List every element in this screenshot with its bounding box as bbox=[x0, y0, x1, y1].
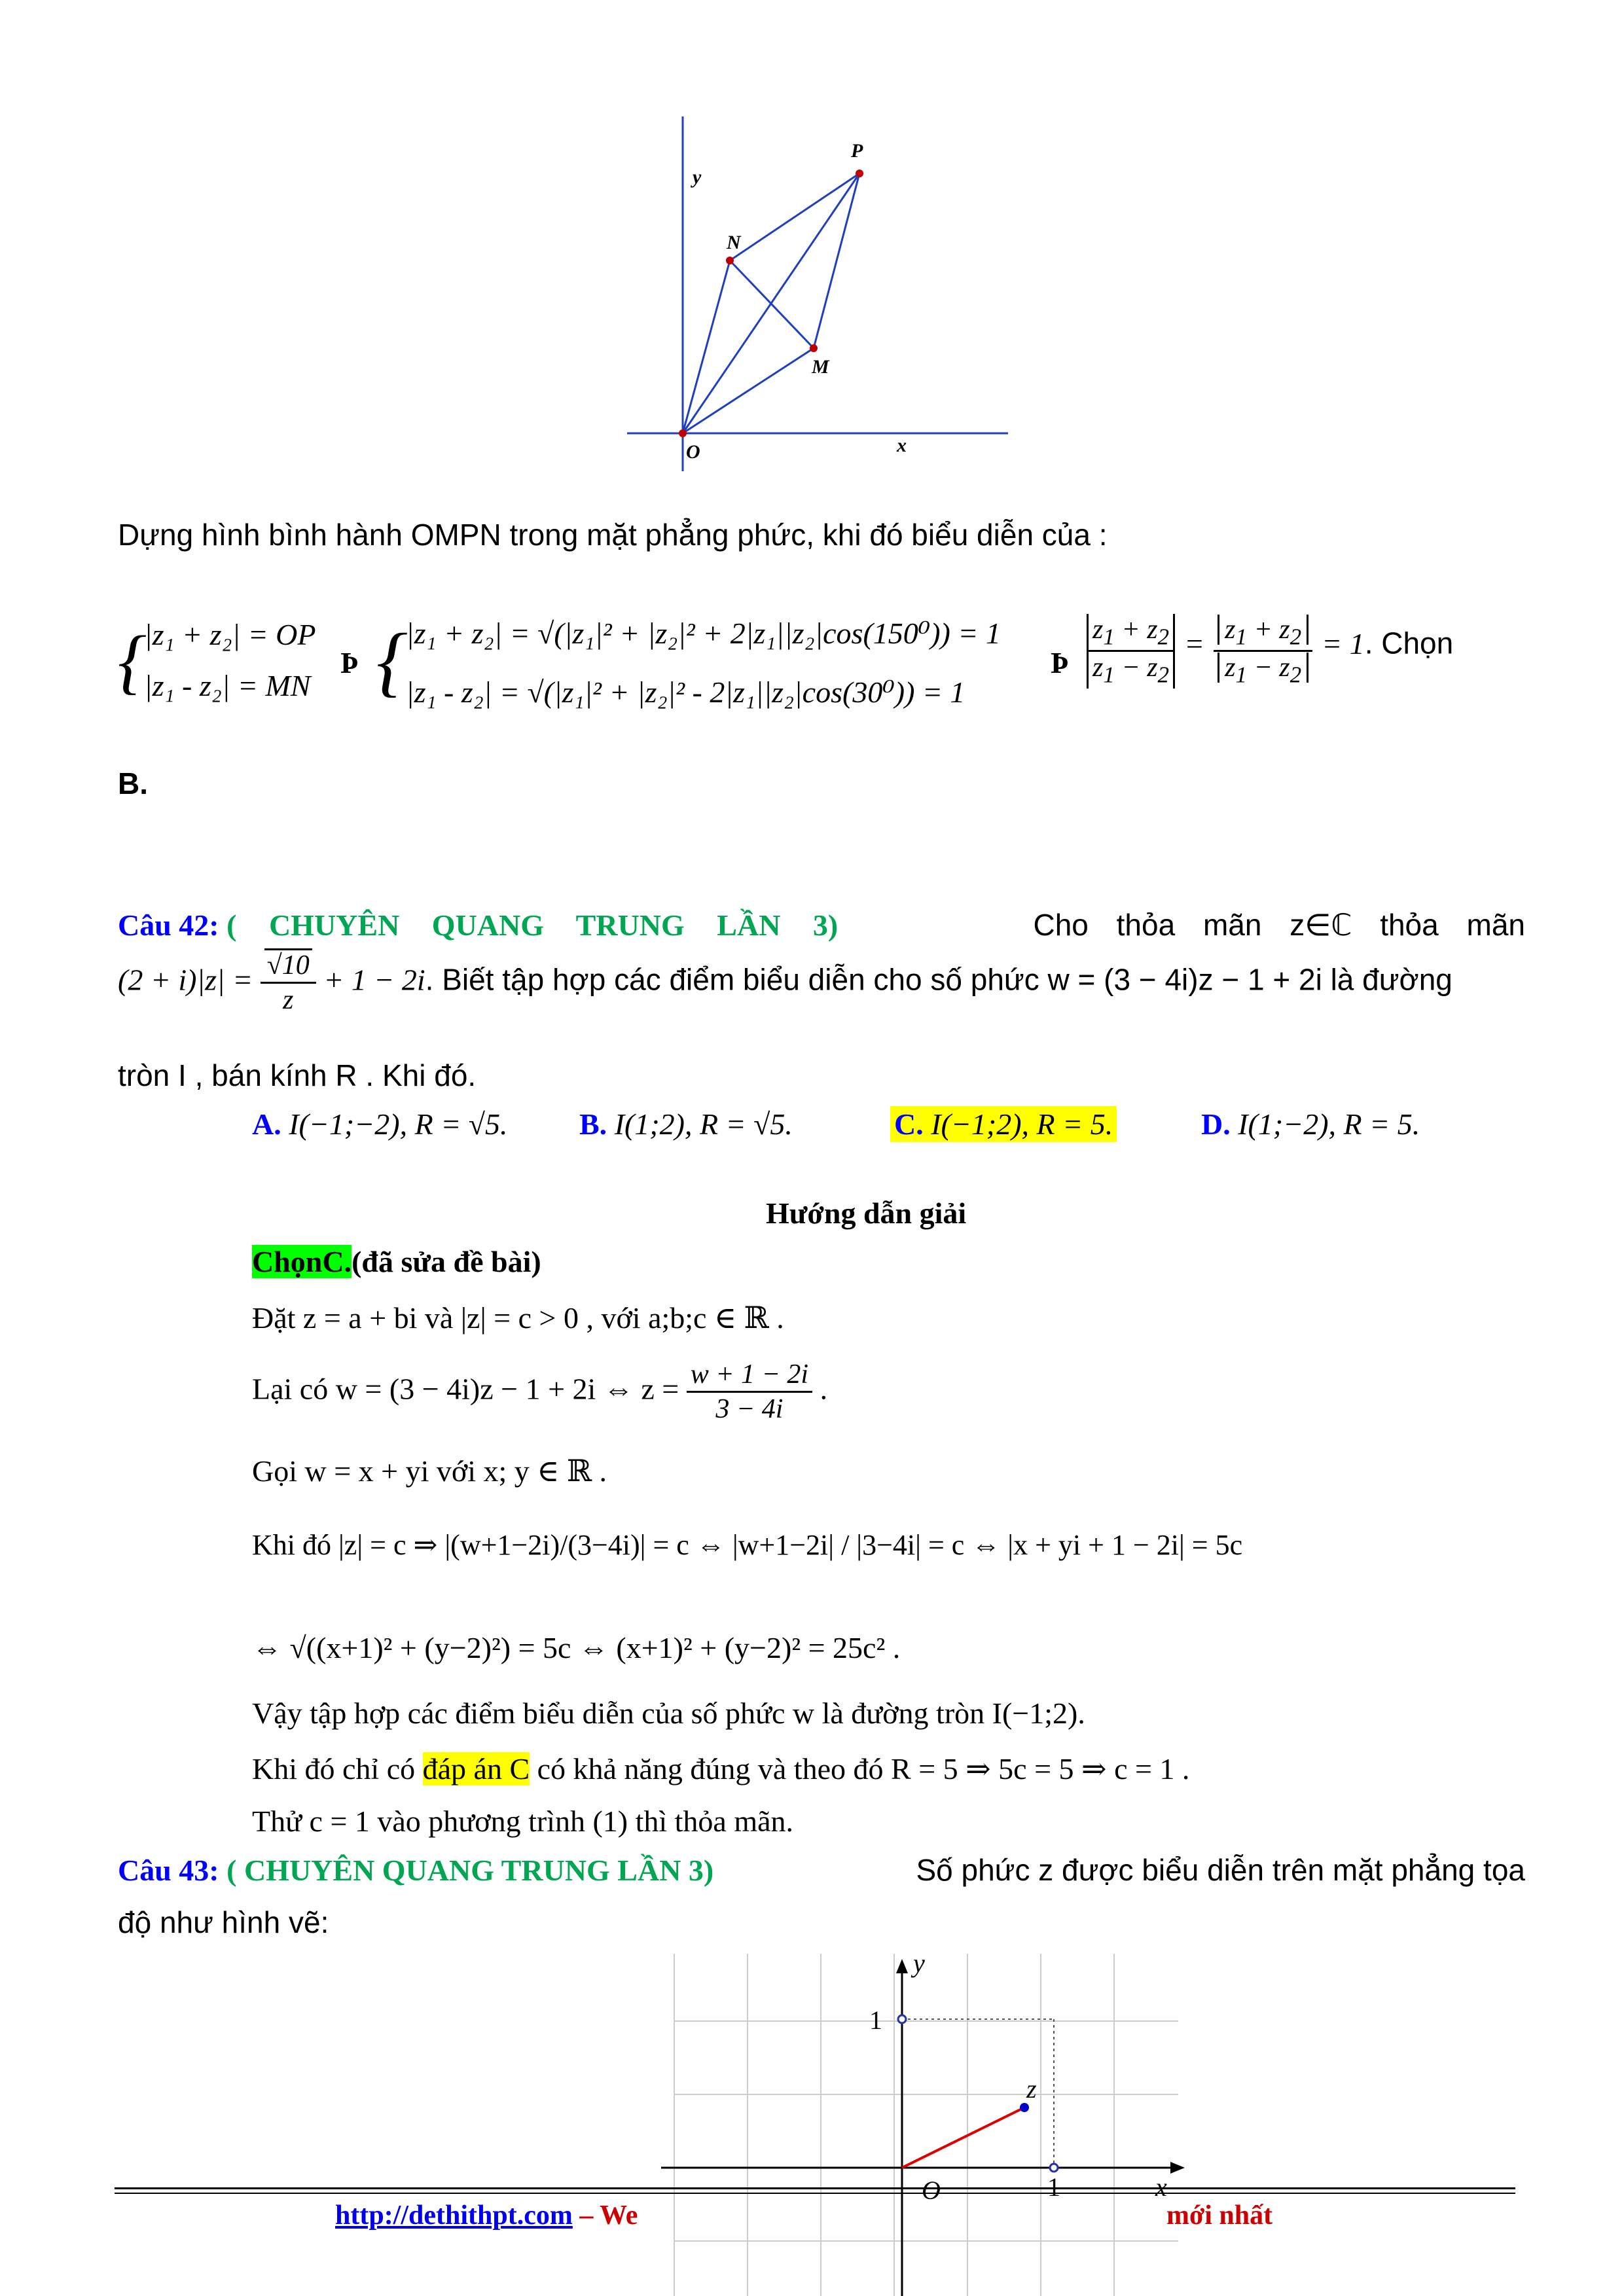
footer: http://dethithpt.com – We bbox=[335, 2200, 638, 2231]
origin-label: O bbox=[922, 2176, 941, 2205]
guide-l7: Khi đó chỉ có đáp án C có khả năng đúng và theo đó R = 5 ⇒ 5c = 5 ⇒ c = 1 . bbox=[252, 1752, 1190, 1785]
footer-link[interactable]: http://dethithpt.com bbox=[335, 2200, 573, 2231]
eq-cos30: |z₁ - z₂| = √(|z₁|² + |z₂|² - 2|z₁||z₂|cos(30⁰)) = 1 bbox=[406, 675, 965, 709]
point-one-x bbox=[1050, 2164, 1058, 2172]
footer-rule-top bbox=[115, 2187, 1515, 2189]
q42-line2: (2 + i)|z| = $\frac{√10}{z}$ + 1 − 2i. Biết tập hợp các điểm biểu diễn cho số phức w = (3 − 4i)z − 1 + 2i là đường bbox=[118, 949, 1453, 1017]
ratio-tail: = 1 bbox=[1322, 626, 1365, 660]
guide-l2: Lại có w = (3 − 4i)z − 1 + 2i ⇔ z = $\frac{w + 1 - 2i}{3 - 4i}$ . bbox=[252, 1359, 828, 1425]
x-label: x bbox=[897, 435, 907, 456]
point-n bbox=[726, 257, 734, 264]
eq-op: |z₁ + z₂| = OP bbox=[144, 618, 316, 651]
q42-line2-rest: . Biết tập hợp các điểm biểu diễn cho số phức w = (3 − 4i)z − 1 + 2i là đường bbox=[425, 962, 1453, 997]
diagonal-mn bbox=[730, 260, 814, 348]
y-label: y bbox=[913, 1954, 925, 1978]
intro-line: Dựng hình bình hành OMPN trong mặt phẳng phức, khi đó biểu diễn của : bbox=[118, 518, 1108, 552]
option-b[interactable]: B. I(1;2), R = √5. bbox=[579, 1107, 793, 1141]
q42-label: Câu 42: bbox=[118, 908, 219, 942]
q43-line2: độ như hình vẽ: bbox=[118, 1905, 329, 1939]
guide-chon: ChọnC.(đã sửa đề bài) bbox=[252, 1245, 541, 1278]
complex-plane-figure bbox=[655, 1954, 1191, 2296]
brace-mid: { bbox=[376, 617, 408, 704]
point-one-y bbox=[898, 2015, 906, 2023]
one-y-label: 1 bbox=[869, 2005, 882, 2035]
z-label: z bbox=[1026, 2074, 1037, 2104]
eq-mn: |z₁ - z₂| = MN bbox=[144, 669, 311, 702]
y-arrowhead bbox=[896, 1959, 908, 1973]
q42-line1-rest: Cho thỏa mãn z∈ℂ thỏa mãn bbox=[1033, 908, 1525, 942]
q42-source: ( CHUYÊN QUANG TRUNG LẦN 3) bbox=[226, 908, 839, 942]
guide-l8: Thử c = 1 vào phương trình (1) thì thỏa mãn. bbox=[252, 1804, 794, 1838]
q43-source: ( CHUYÊN QUANG TRUNG LẦN 3) bbox=[226, 1854, 714, 1887]
o-label: O bbox=[686, 441, 700, 463]
guide-l1: Đặt z = a + bi và |z| = c > 0 , với a;b;c ∈ ℝ . bbox=[252, 1301, 784, 1335]
point-p bbox=[856, 170, 863, 177]
vector-z bbox=[902, 2108, 1024, 2168]
guide-l4: Khi đó |z| = c ⇒ |(w+1−2i)/(3−4i)| = c ⇔ |w+1−2i| / |3−4i| = c ⇔ |x + yi + 1 − 2i| = 5c bbox=[252, 1529, 1243, 1561]
point-z bbox=[1020, 2103, 1029, 2112]
p-label: P bbox=[851, 140, 863, 162]
answer-41: B. bbox=[118, 766, 148, 800]
one-x-label: 1 bbox=[1047, 2172, 1060, 2202]
guide-l3: Gọi w = x + yi với x; y ∈ ℝ . bbox=[252, 1454, 607, 1488]
x-label: x bbox=[1155, 2172, 1167, 2202]
option-a[interactable]: A. I(−1;−2), R = √5. bbox=[252, 1107, 508, 1141]
chon-c-badge: ChọnC. bbox=[252, 1245, 352, 1278]
q43-rest: Số phức z được biểu diễn trên mặt phẳng tọa bbox=[916, 1853, 1525, 1887]
arrow-2: Þ bbox=[1051, 646, 1070, 679]
ratio-expression: $\frac{z_1 + z_2}{z_1 - z_2}$ = $\frac{z_1 + z_2}{z_1 - z_2}$ = 1. Chọn bbox=[1087, 614, 1453, 689]
point-o bbox=[679, 429, 687, 437]
brace-left: { bbox=[118, 621, 147, 701]
footer-tail: mới nhất bbox=[1166, 2200, 1273, 2231]
y-label: y bbox=[693, 166, 702, 188]
guide-l5: ⇔ √((x+1)² + (y−2)²) = 5c ⇔ (x+1)² + (y−2)² = 25c² . bbox=[252, 1631, 901, 1664]
arrow-1: Þ bbox=[340, 646, 359, 679]
grid-lines bbox=[674, 1954, 1178, 2296]
dap-an-c-highlight: đáp án C bbox=[422, 1752, 530, 1785]
parallelogram-figure bbox=[615, 111, 1021, 478]
guide-title: Hướng dẫn giải bbox=[766, 1196, 967, 1230]
q42-line1 bbox=[118, 907, 1525, 943]
guide-l6: Vậy tập hợp các điểm biểu diễn của số phức w là đường tròn I(−1;2). bbox=[252, 1696, 1085, 1730]
point-m bbox=[810, 344, 818, 352]
eq-cos150: |z₁ + z₂| = √(|z₁|² + |z₂|² + 2|z₁||z₂|cos(150⁰)) = 1 bbox=[406, 617, 1001, 650]
n-label: N bbox=[727, 232, 741, 253]
x-arrowhead bbox=[1170, 2162, 1185, 2174]
option-d[interactable]: D. I(1;−2), R = 5. bbox=[1201, 1107, 1420, 1141]
q43-label: Câu 43: bbox=[118, 1854, 219, 1887]
option-c[interactable]: C. I(−1;2), R = 5. bbox=[890, 1106, 1117, 1142]
m-label: M bbox=[812, 356, 829, 378]
q42-line3: tròn I , bán kính R . Khi đó. bbox=[118, 1058, 477, 1092]
q43-line1 bbox=[118, 1852, 1525, 1888]
footer-rule-bottom bbox=[115, 2193, 1515, 2194]
chon-label: . Chọn bbox=[1364, 626, 1454, 660]
solution-41-block bbox=[118, 609, 1525, 726]
